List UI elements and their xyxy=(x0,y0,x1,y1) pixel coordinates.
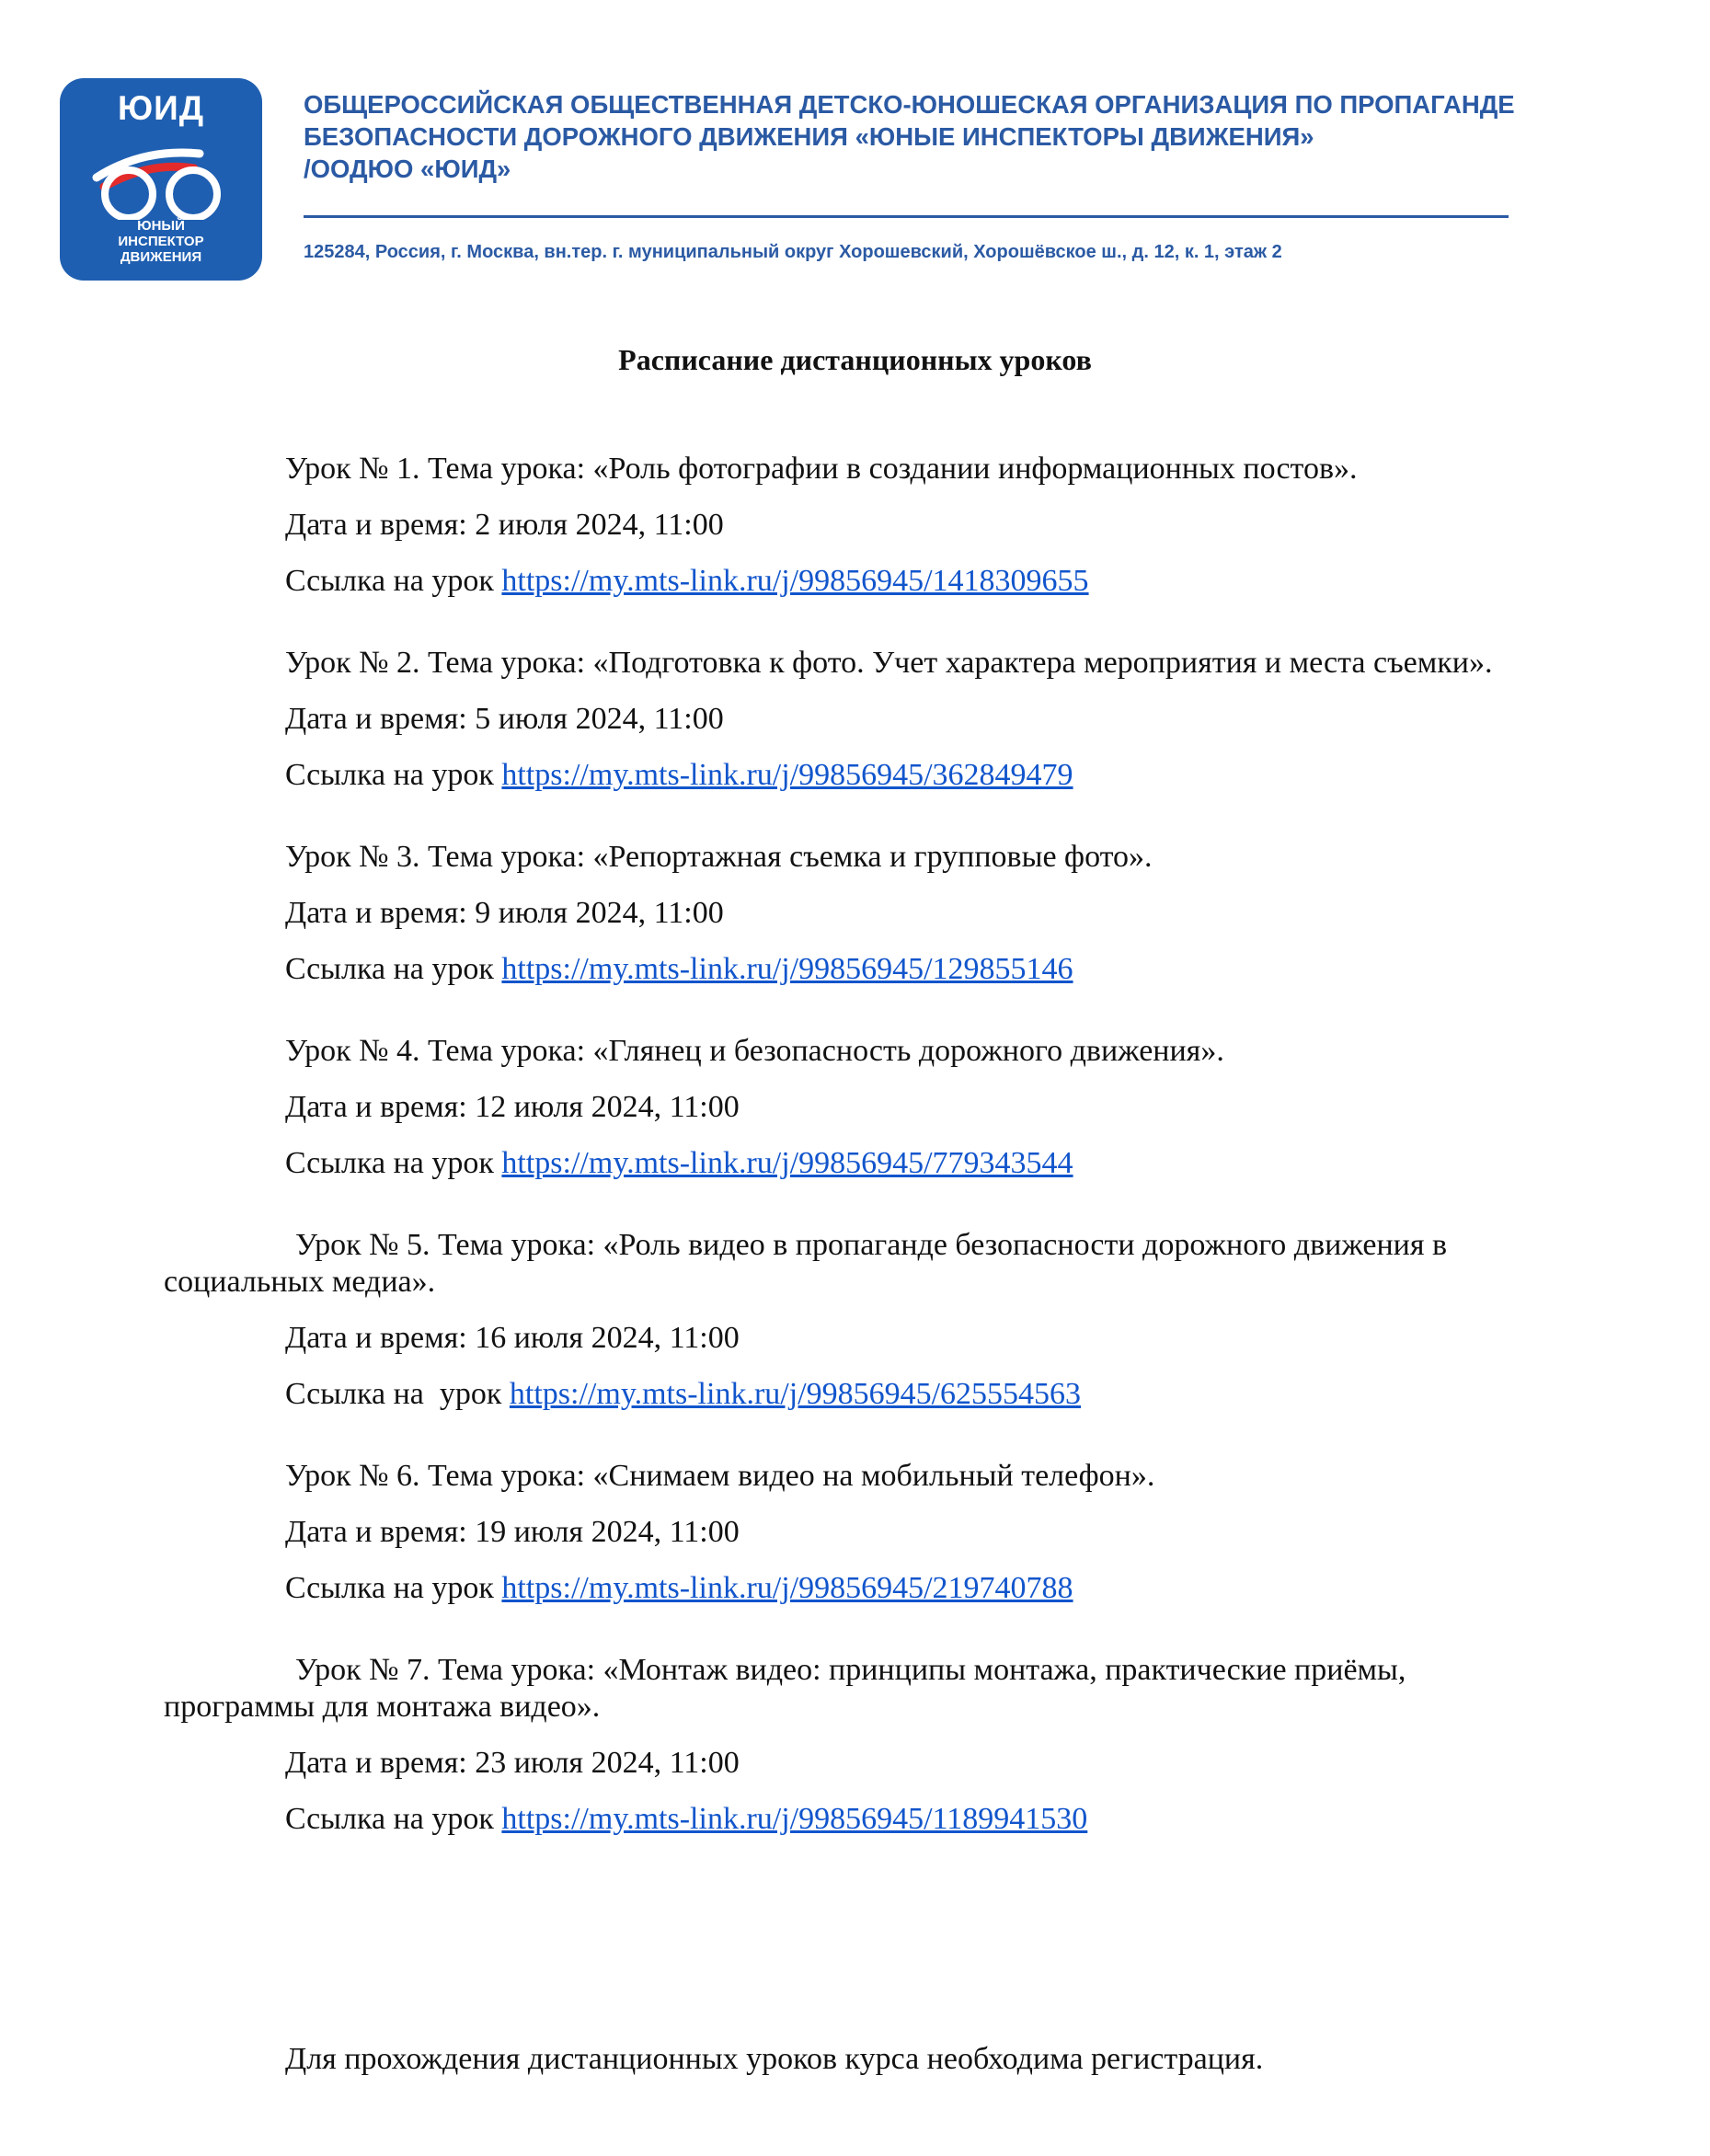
lesson-topic xyxy=(164,1652,1628,1726)
lesson-topic: Урок № 4. Тема урока: «Глянец и безопасность дорожного движения». xyxy=(285,1034,1224,1068)
lesson-link-label: Ссылка на урок xyxy=(285,564,502,598)
lesson-link-label: Ссылка на урок xyxy=(285,1377,510,1411)
lesson-link-label: Ссылка на урок xyxy=(285,1146,502,1180)
bicycle-icon xyxy=(78,141,244,220)
lesson-link[interactable]: https://my.mts-link.ru/j/99856945/362849479 xyxy=(501,758,1073,792)
lesson-topic xyxy=(164,1227,1628,1301)
registration-note: Для прохождения дистанционных уроков курса необходима регистрация. xyxy=(285,2042,1264,2076)
lesson-datetime: Дата и время: 9 июля 2024, 11:00 xyxy=(285,896,724,930)
lesson-7 xyxy=(164,1652,1628,1838)
lesson-link-label: Ссылка на урок xyxy=(285,952,502,986)
lesson-link[interactable]: https://my.mts-link.ru/j/99856945/625554563 xyxy=(509,1377,1082,1411)
lesson-link-label: Ссылка на урок xyxy=(285,758,502,792)
lesson-topic: Урок № 1. Тема урока: «Роль фотографии в создании информационных постов». xyxy=(285,452,1358,486)
lesson-datetime: Дата и время: 19 июля 2024, 11:00 xyxy=(285,1515,740,1549)
lesson-link-line xyxy=(164,1376,1628,1413)
lesson-link[interactable]: https://my.mts-link.ru/j/99856945/1189941530 xyxy=(501,1802,1088,1836)
logo-title: ЮИД xyxy=(117,89,205,127)
lesson-topic: Урок № 3. Тема урока: «Репортажная съемка и групповые фото». xyxy=(285,840,1153,874)
document-title: Расписание дистанционных уроков xyxy=(618,343,1092,376)
logo-subtitle: ЮНЫЙ ИНСПЕКТОР ДВИЖЕНИЯ xyxy=(118,218,204,265)
lesson-link-line xyxy=(164,1570,1628,1607)
lesson-1 xyxy=(164,451,1628,600)
lesson-datetime: Дата и время: 16 июля 2024, 11:00 xyxy=(285,1321,740,1355)
lesson-datetime: Дата и время: 12 июля 2024, 11:00 xyxy=(285,1090,740,1124)
lesson-topic-tail: программы для монтажа видео». xyxy=(164,1690,601,1724)
lesson-topic-head: Урок № 5. Тема урока: «Роль видео в пропаганде безопасности дорожного движения в xyxy=(295,1228,1448,1262)
lesson-link[interactable]: https://my.mts-link.ru/j/99856945/1418309655 xyxy=(501,564,1089,598)
lesson-list xyxy=(164,451,1628,1883)
lesson-link[interactable]: https://my.mts-link.ru/j/99856945/219740788 xyxy=(501,1571,1073,1605)
lesson-4 xyxy=(164,1033,1628,1182)
lesson-topic: Урок № 6. Тема урока: «Снимаем видео на мобильный телефон». xyxy=(285,1459,1155,1493)
lesson-link-label: Ссылка на урок xyxy=(285,1802,502,1836)
lesson-3 xyxy=(164,839,1628,988)
lesson-link-line xyxy=(164,757,1628,794)
organization-address: 125284, Россия, г. Москва, вн.тер. г. муниципальный округ Хорошевский, Хорошёвское ш., д. 12, к. 1, этаж 2 xyxy=(304,242,1282,262)
lesson-5 xyxy=(164,1227,1628,1413)
lesson-link-line xyxy=(164,951,1628,988)
lesson-topic-tail: социальных медиа». xyxy=(164,1265,436,1299)
lesson-datetime: Дата и время: 23 июля 2024, 11:00 xyxy=(285,1746,740,1780)
lesson-6 xyxy=(164,1458,1628,1607)
lesson-datetime: Дата и время: 2 июля 2024, 11:00 xyxy=(285,508,724,542)
lesson-link-line xyxy=(164,1801,1628,1838)
lesson-topic: Урок № 2. Тема урока: «Подготовка к фото. Учет характера мероприятия и места съемки». xyxy=(285,646,1493,680)
organization-name: ОБЩЕРОССИЙСКАЯ ОБЩЕСТВЕННАЯ ДЕТСКО-ЮНОШЕСКАЯ ОРГАНИЗАЦИЯ ПО ПРОПАГАНДЕ БЕЗОПАСНОСТИ ДОРОЖНОГО ДВИЖЕНИЯ «ЮНЫЕ ИНСПЕКТОРЫ ДВИЖЕНИЯ» /ООДЮО «ЮИД» xyxy=(304,90,1515,183)
yuid-logo xyxy=(60,78,262,281)
lesson-2 xyxy=(164,645,1628,794)
lesson-topic-head: Урок № 7. Тема урока: «Монтаж видео: принципы монтажа, практические приёмы, xyxy=(295,1653,1406,1687)
lesson-datetime: Дата и время: 5 июля 2024, 11:00 xyxy=(285,702,724,736)
lesson-link[interactable]: https://my.mts-link.ru/j/99856945/779343544 xyxy=(501,1146,1073,1180)
lesson-link-label: Ссылка на урок xyxy=(285,1571,502,1605)
header-divider xyxy=(304,215,1509,218)
lesson-link[interactable]: https://my.mts-link.ru/j/99856945/129855146 xyxy=(501,952,1073,986)
lesson-link-line xyxy=(164,563,1628,600)
lesson-link-line xyxy=(164,1145,1628,1182)
